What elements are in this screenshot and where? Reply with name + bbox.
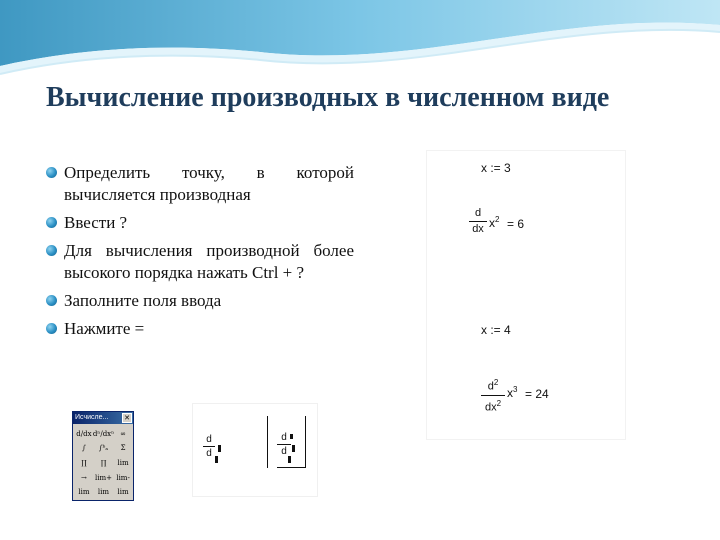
edit-cursor-line xyxy=(305,416,306,468)
infinity-button[interactable]: ∞ xyxy=(120,429,126,438)
placeholder-icon xyxy=(288,456,291,463)
limit-right-button[interactable]: lim+ xyxy=(95,473,112,482)
list-item: Ввести ? xyxy=(46,212,354,234)
limit-left-button[interactable]: lim- xyxy=(116,473,130,482)
list-item: Нажмите = xyxy=(46,318,354,340)
assign-x-3: x := 3 xyxy=(481,161,511,175)
bullet-icon xyxy=(46,323,57,334)
palette-button-grid xyxy=(76,427,131,499)
limit-button[interactable]: lim xyxy=(117,458,129,467)
placeholder-icon xyxy=(292,445,295,452)
edit-cursor-underline xyxy=(277,467,305,468)
nth-derivative-button[interactable]: dⁿ/dxⁿ xyxy=(92,429,115,438)
product-button[interactable]: ∏ xyxy=(81,458,87,467)
assign-x-4: x := 4 xyxy=(481,323,511,337)
slide-title: Вычисление производных в численном виде xyxy=(46,82,610,113)
limit-button-3[interactable]: lim xyxy=(97,488,110,497)
edit-cursor-line xyxy=(267,416,268,468)
placeholder-icon xyxy=(218,445,221,452)
first-derivative-template: d d xyxy=(203,434,215,459)
derivative-expr-2: $x^3$ xyxy=(507,385,518,400)
list-item: Определить точку, в которой вычисляется производная xyxy=(46,162,354,206)
definite-integral-button[interactable]: ∫ᵇₐ xyxy=(98,444,109,453)
derivative-fraction-2: $d^2$ $dx^2$ xyxy=(481,376,505,414)
arrow-button[interactable]: → xyxy=(80,473,87,482)
bullet-icon xyxy=(46,167,57,178)
header-wave-decoration xyxy=(0,0,720,90)
list-item: Для вычисления производной более высокого порядка нажать Ctrl + ? xyxy=(46,240,354,284)
range-product-button[interactable]: ∏ xyxy=(100,458,107,467)
derivative-templates-example xyxy=(192,403,318,497)
sum-button[interactable]: Σ xyxy=(120,444,126,453)
nth-derivative-template: d d xyxy=(277,432,291,457)
bullet-icon xyxy=(46,245,57,256)
placeholder-icon xyxy=(290,434,293,439)
integral-button[interactable]: ∫ xyxy=(82,444,86,453)
bullet-icon xyxy=(46,295,57,306)
derivative-expr-1: $x^2$ xyxy=(489,215,500,230)
calculus-palette-window[interactable] xyxy=(72,411,134,501)
limit-button-2[interactable]: lim xyxy=(78,488,90,497)
derivative-result-2: = 24 xyxy=(525,387,549,401)
mathcad-example-panel xyxy=(426,150,626,440)
close-icon[interactable]: ✕ xyxy=(122,413,132,423)
palette-title-bar[interactable]: Исчисле... ✕ xyxy=(73,412,133,424)
derivative-fraction-1: d dx xyxy=(469,207,487,236)
instruction-list xyxy=(46,162,354,346)
derivative-result-1: = 6 xyxy=(507,217,525,231)
placeholder-icon xyxy=(215,456,218,463)
derivative-button[interactable]: d/dx xyxy=(76,429,92,438)
bullet-icon xyxy=(46,217,57,228)
limit-button-4[interactable]: lim xyxy=(117,488,129,497)
list-item: Заполните поля ввода xyxy=(46,290,354,312)
